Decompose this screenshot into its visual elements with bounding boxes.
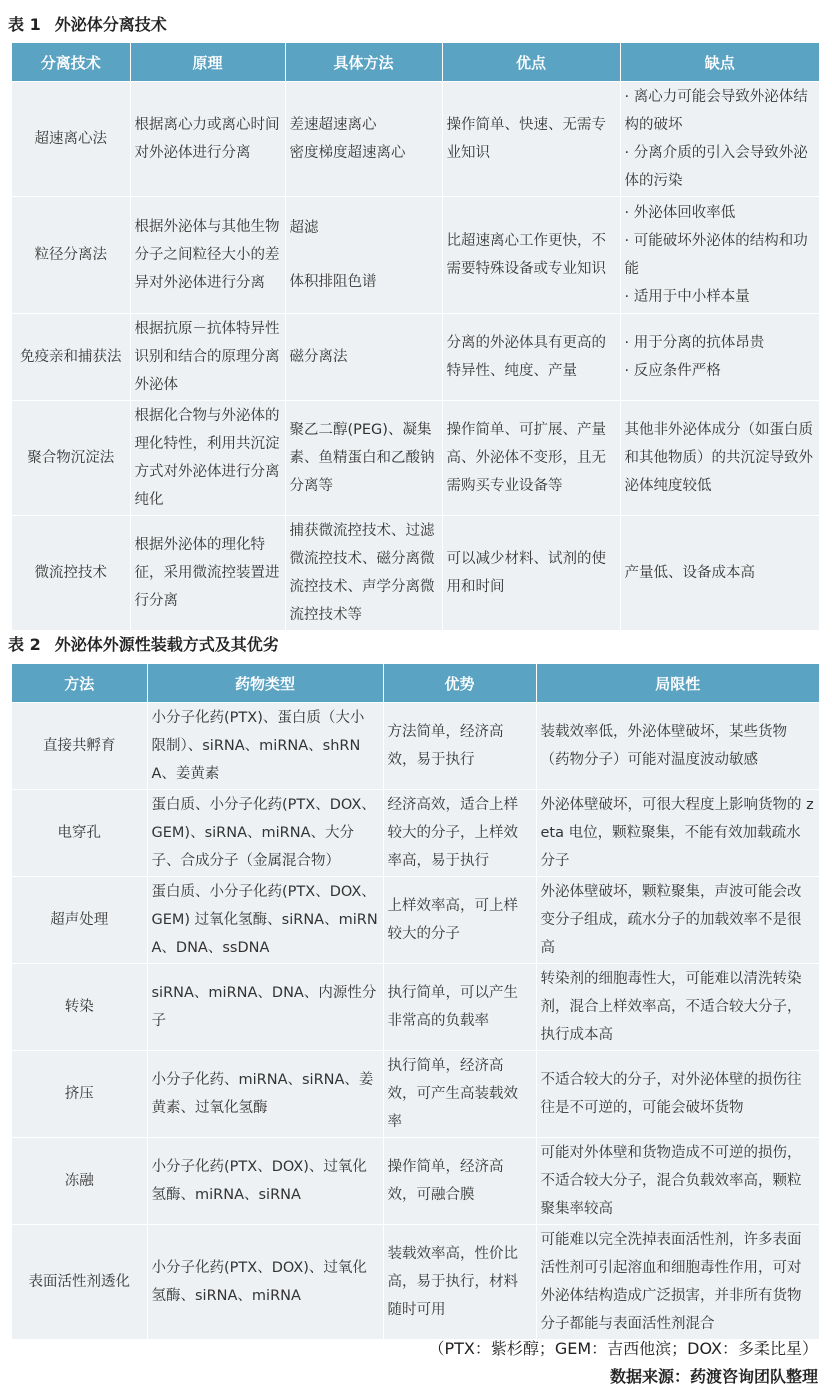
table2-caption <box>8 632 279 655</box>
table2-header-advantages: 优势 <box>383 664 536 703</box>
limitations-cell: 外泌体壁破坏，颗粒聚集，声波可能会改变分子组成，疏水分子的加载效率不是很高 <box>536 877 819 964</box>
table1-caption <box>8 12 167 35</box>
limitations-cell: 可能对外体壁和货物造成不可逆的损伤，不适合较大分子，混合负载效率高，颗粒聚集率较高 <box>536 1138 819 1225</box>
disadvantage-item: 产量低、设备成本高 <box>624 565 755 581</box>
table-row <box>12 516 819 631</box>
limitations-cell: 可能难以完全洗掉表面活性剂，许多表面活性剂可引起溶血和细胞毒性作用，可对外泌体结构造成广泛损害，并非所有货物分子都能与表面活性剂混合 <box>536 1225 819 1340</box>
disadvantage-item: · 适用于中小样本量 <box>624 289 750 305</box>
principle-cell: 根据外泌体的理化特征，采用微流控装置进行分离 <box>130 516 285 631</box>
method-cell: 转染 <box>12 964 147 1051</box>
table2 <box>12 664 819 1340</box>
disadvantages-cell <box>620 516 819 631</box>
drugs-cell: 蛋白质、小分子化药(PTX、DOX、GEM)、siRNA、miRNA、大分子、合成分子（金属混合物） <box>147 790 383 877</box>
advantages-cell: 比超速离心工作更快，不需要特殊设备或专业知识 <box>442 197 620 314</box>
disadvantage-item: · 反应条件严格 <box>624 363 721 379</box>
advantages-cell: 执行简单，经济高效，可产生高装载效率 <box>383 1051 536 1138</box>
table-row <box>12 401 819 516</box>
table-row <box>12 82 819 197</box>
table-row <box>12 314 819 401</box>
advantages-cell: 操作简单、快速、无需专业知识 <box>442 82 620 197</box>
advantages-cell: 装载效率高，性价比高，易于执行，材料随时可用 <box>383 1225 536 1340</box>
method-cell: 冻融 <box>12 1138 147 1225</box>
drugs-cell: siRNA、miRNA、DNA、内源性分子 <box>147 964 383 1051</box>
disadvantages-cell <box>620 197 819 314</box>
method-cell: 挤压 <box>12 1051 147 1138</box>
method-cell: 电穿孔 <box>12 790 147 877</box>
disadvantages-cell <box>620 82 819 197</box>
principle-cell: 根据化合物与外泌体的理化特性，利用共沉淀方式对外泌体进行分离纯化 <box>130 401 285 516</box>
table-row <box>12 877 819 964</box>
disadvantage-item: · 分离介质的引入会导致外泌体的污染 <box>624 145 808 189</box>
advantages-cell: 操作简单，经济高效，可融合膜 <box>383 1138 536 1225</box>
principle-cell: 根据抗原－抗体特异性识别和结合的原理分离外泌体 <box>130 314 285 401</box>
table1-header-principle: 原理 <box>130 43 285 82</box>
table2-header-drugs: 药物类型 <box>147 664 383 703</box>
table1-header-advantages: 优点 <box>442 43 620 82</box>
table-row <box>12 1138 819 1225</box>
limitations-cell: 不适合较大的分子，对外泌体壁的损伤往往是不可逆的，可能会破坏货物 <box>536 1051 819 1138</box>
table1-caption-number: 表 1 <box>8 15 41 34</box>
advantages-cell: 执行简单，可以产生非常高的负载率 <box>383 964 536 1051</box>
drugs-cell: 小分子化药、miRNA、siRNA、姜黄素、过氧化氢酶 <box>147 1051 383 1138</box>
principle-cell: 根据外泌体与其他生物分子之间粒径大小的差异对外泌体进行分离 <box>130 197 285 314</box>
limitations-cell: 外泌体壁破坏，可很大程度上影响货物的 zeta 电位，颗粒聚集，不能有效加载疏水分子 <box>536 790 819 877</box>
method-item: 磁分离法 <box>289 349 348 365</box>
advantages-cell: 方法简单，经济高效，易于执行 <box>383 703 536 790</box>
disadvantage-item: · 用于分离的抗体昂贵 <box>624 335 765 351</box>
technique-cell: 超速离心法 <box>12 82 130 197</box>
technique-cell: 微流控技术 <box>12 516 130 631</box>
table-row <box>12 1051 819 1138</box>
method-item: 聚乙二醇(PEG)、凝集素、鱼精蛋白和乙酸钠分离等 <box>289 422 435 494</box>
drugs-cell: 蛋白质、小分子化药(PTX、DOX、GEM) 过氧化氢酶、siRNA、miRNA、DNA、ssDNA <box>147 877 383 964</box>
methods-cell <box>285 401 442 516</box>
method-item: 体积排阻色谱 <box>289 274 377 290</box>
limitations-cell: 转染剂的细胞毒性大，可能难以清洗转染剂，混合上样效率高，不适合较大分子，执行成本高 <box>536 964 819 1051</box>
drugs-cell: 小分子化药(PTX、DOX)、过氧化氢酶、siRNA、miRNA <box>147 1225 383 1340</box>
advantages-cell: 经济高效，适合上样较大的分子，上样效率高，易于执行 <box>383 790 536 877</box>
table1-header-row <box>12 43 819 82</box>
table1-header-technique: 分离技术 <box>12 43 130 82</box>
method-cell: 直接共孵育 <box>12 703 147 790</box>
technique-cell: 粒径分离法 <box>12 197 130 314</box>
disadvantage-item: · 外泌体回收率低 <box>624 205 736 221</box>
method-item: 差速超速离心 <box>289 117 377 133</box>
advantages-cell: 上样效率高，可上样较大的分子 <box>383 877 536 964</box>
method-cell: 超声处理 <box>12 877 147 964</box>
limitations-cell: 装载效率低，外泌体壁破坏，某些货物（药物分子）可能对温度波动敏感 <box>536 703 819 790</box>
principle-cell: 根据离心力或离心时间对外泌体进行分离 <box>130 82 285 197</box>
drugs-cell: 小分子化药(PTX、DOX)、过氧化氢酶、miRNA、siRNA <box>147 1138 383 1225</box>
table2-header-row <box>12 664 819 703</box>
method-item: 超滤 <box>289 220 319 236</box>
methods-cell <box>285 82 442 197</box>
table-row <box>12 964 819 1051</box>
data-source-note: 数据来源：药渡咨询团队整理 <box>609 1367 818 1386</box>
table-row <box>12 1225 819 1340</box>
technique-cell: 聚合物沉淀法 <box>12 401 130 516</box>
table1 <box>12 43 819 631</box>
disadvantage-item: 其他非外泌体成分（如蛋白质和其他物质）的共沉淀导致外泌体纯度较低 <box>624 422 813 494</box>
table2-header-limitations: 局限性 <box>536 664 819 703</box>
technique-cell: 免疫亲和捕获法 <box>12 314 130 401</box>
disadvantage-item: · 可能破坏外泌体的结构和功能 <box>624 233 808 277</box>
methods-cell <box>285 516 442 631</box>
table-row <box>12 197 819 314</box>
method-cell: 表面活性剂透化 <box>12 1225 147 1340</box>
advantages-cell: 可以减少材料、试剂的使用和时间 <box>442 516 620 631</box>
abbreviations-note: （PTX：紫杉醇；GEM：吉西他滨；DOX：多柔比星） <box>428 1339 818 1358</box>
table1-header-methods: 具体方法 <box>285 43 442 82</box>
advantages-cell: 操作简单、可扩展、产量高、外泌体不变形，且无需购买专业设备等 <box>442 401 620 516</box>
methods-cell <box>285 314 442 401</box>
table-row <box>12 790 819 877</box>
table-row <box>12 703 819 790</box>
method-item: 捕获微流控技术、过滤微流控技术、磁分离微流控技术、声学分离微流控技术等 <box>289 523 435 623</box>
disadvantage-item: · 离心力可能会导致外泌体结构的破坏 <box>624 89 808 133</box>
disadvantages-cell <box>620 314 819 401</box>
table2-caption-title: 外泌体外源性装载方式及其优劣 <box>54 635 279 654</box>
disadvantages-cell <box>620 401 819 516</box>
table2-caption-number: 表 2 <box>8 635 41 654</box>
advantages-cell: 分离的外泌体具有更高的特异性、纯度、产量 <box>442 314 620 401</box>
table1-header-disadvantages: 缺点 <box>620 43 819 82</box>
methods-cell <box>285 197 442 314</box>
table2-header-method: 方法 <box>12 664 147 703</box>
table1-caption-title: 外泌体分离技术 <box>54 15 167 34</box>
method-item: 密度梯度超速离心 <box>289 145 406 161</box>
drugs-cell: 小分子化药(PTX)、蛋白质（大小限制）、siRNA、miRNA、shRNA、姜黄素 <box>147 703 383 790</box>
